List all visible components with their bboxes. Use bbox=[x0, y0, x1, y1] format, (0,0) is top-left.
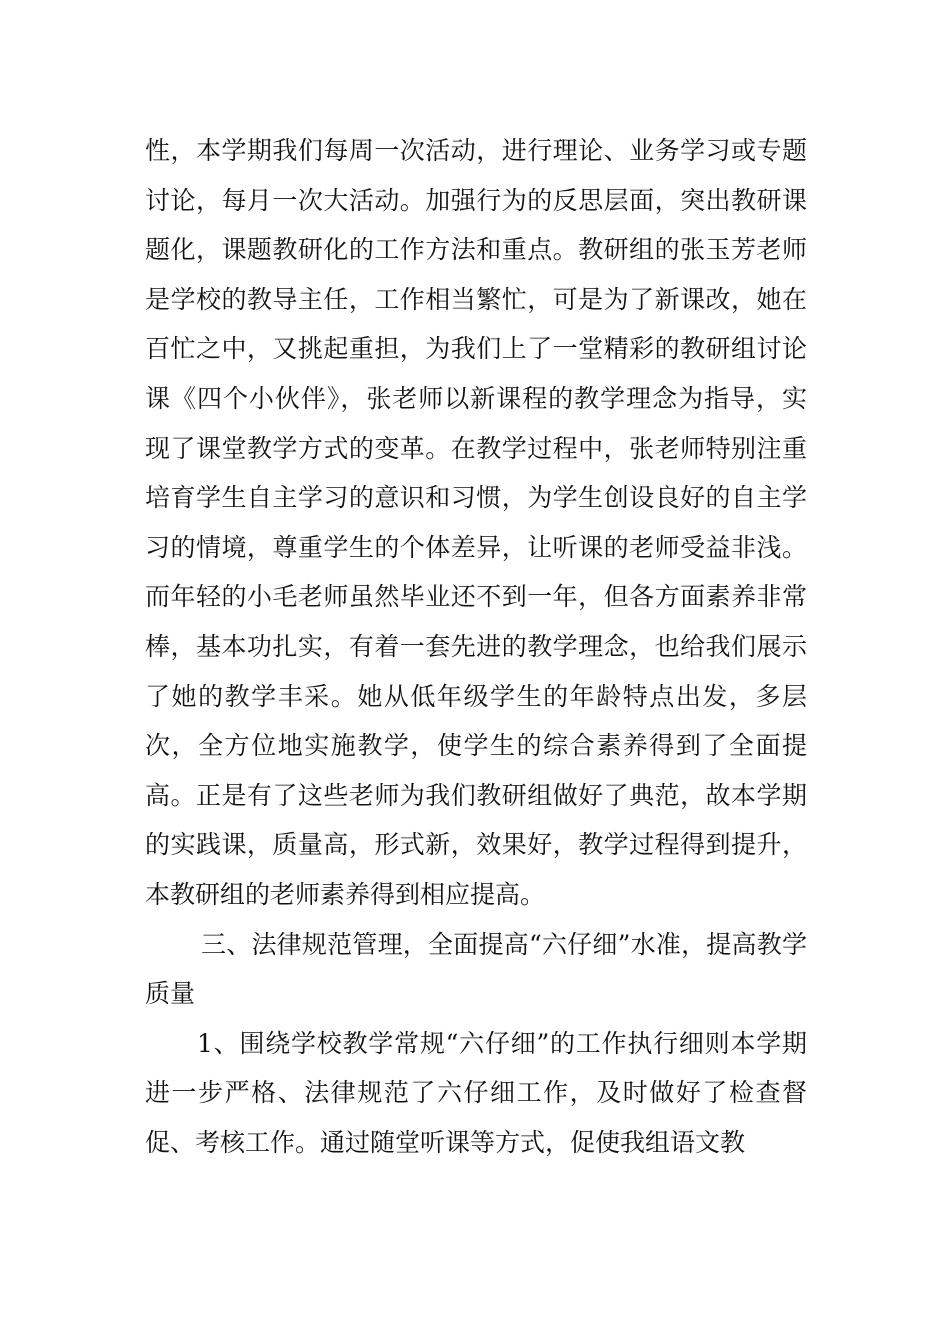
paragraph-continuation: 性，本学期我们每周一次活动，进行理论、业务学习或专题讨论，每月一次大活动。加强行为的反思层面，突出教研课题化，课题教研化的工作方法和重点。教研组的张玉芳老师是学校的教导主任，工作相当繁忙，可是为了新课改，她在百忙之中，又挑起重担，为我们上了一堂精彩的教研组讨论课《四个小伙伴》，张老师以新课程的教学理念为指导，实现了课堂教学方式的变革。在教学过程中，张老师特别注重培育学生自主学习的意识和习惯，为学生创设良好的自主学习的情境，尊重学生的个体差异，让听课的老师受益非浅。而年轻的小毛老师虽然毕业还不到一年，但各方面素养非常棒，基本功扎实，有着一套先进的教学理念，也给我们展示了她的教学丰采。她从低年级学生的年龄特点出发，多层次，全方位地实施教学，使学生的综合素养得到了全面提高。正是有了这些老师为我们教研组做好了典范，故本学期的实践课，质量高，形式新，效果好，教学过程得到提升，本教研组的老师素养得到相应提高。 bbox=[145, 136, 807, 909]
section-heading: 三、法律规范管理，全面提高“六仔细”水准，提高教学质量 bbox=[145, 929, 807, 1009]
document-body bbox=[145, 126, 807, 1167]
paragraph-item-1: 1、围绕学校教学常规“六仔细”的工作执行细则本学期进一步严格、法律规范了六仔细工作，及时做好了检查督促、考核工作。通过随堂听课等方式，促使我组语文教 bbox=[145, 1028, 807, 1157]
